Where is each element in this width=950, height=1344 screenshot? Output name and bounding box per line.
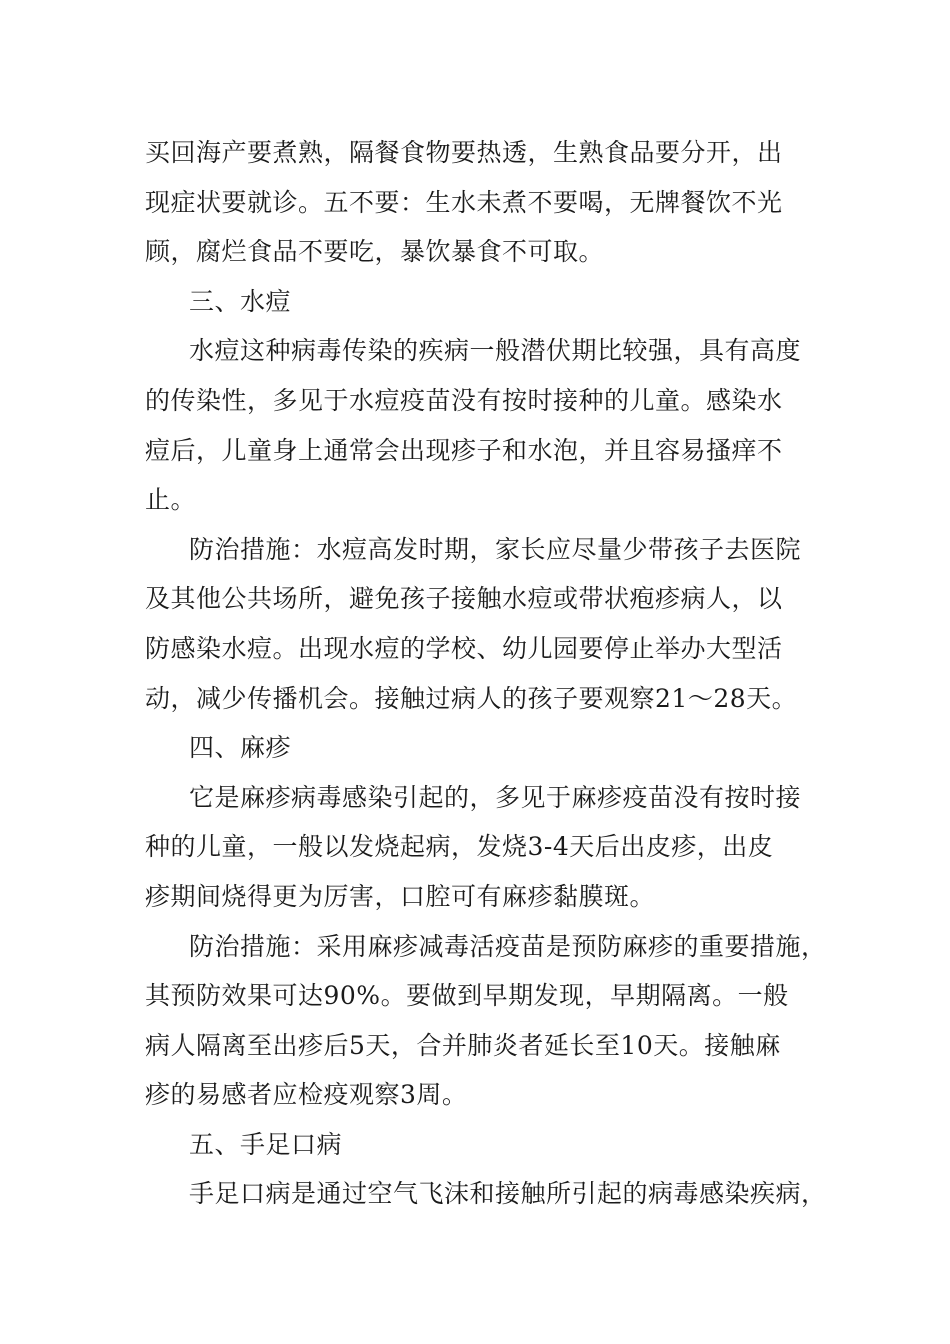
section-heading-varicella: 三、水痘: [189, 286, 292, 316]
body-text: [145, 128, 835, 1219]
section-heading-measles: 四、麻疹: [189, 733, 292, 763]
text-line: 水痘这种病毒传染的疾病一般潜伏期比较强，具有高度: [189, 336, 802, 366]
text-line: 防治措施：水痘高发时期，家长应尽量少带孩子去医院: [189, 534, 802, 564]
text-line: 及其他公共场所，避免孩子接触水痘或带状疱疹病人，以: [145, 584, 783, 614]
section-heading-hfmd: 五、手足口病: [189, 1129, 343, 1159]
text-line: 现症状要就诊。五不要：生水未煮不要喝，无牌餐饮不光: [145, 187, 783, 217]
text-line: 的传染性，多见于水痘疫苗没有按时接种的儿童。感染水: [145, 385, 783, 415]
text-line: 种的儿童，一般以发烧起病，发烧3-4天后出皮疹，出皮: [145, 832, 774, 862]
text-line: 手足口病是通过空气飞沫和接触所引起的病毒感染疾病，: [189, 1179, 827, 1209]
text-line: 痘后，儿童身上通常会出现疹子和水泡，并且容易搔痒不: [145, 435, 783, 465]
text-line: 其预防效果可达90%。要做到早期发现，早期隔离。一般: [145, 981, 789, 1011]
text-line: 买回海产要煮熟，隔餐食物要热透，生熟食品要分开，出: [145, 138, 783, 167]
text-line: 它是麻疹病毒感染引起的，多见于麻疹疫苗没有按时接: [189, 782, 802, 812]
text-line: 防治措施：采用麻疹减毒活疫苗是预防麻疹的重要措施，: [189, 931, 827, 961]
text-line: 疹的易感者应检疫观察3周。: [145, 1080, 468, 1110]
text-line: 动，减少传播机会。接触过病人的孩子要观察21～28天。: [145, 683, 798, 713]
text-line: 疹期间烧得更为厉害，口腔可有麻疹黏膜斑。: [145, 881, 656, 911]
text-line: 防感染水痘。出现水痘的学校、幼儿园要停止举办大型活: [145, 633, 783, 663]
text-line: 病人隔离至出疹后5天，合并肺炎者延长至10天。接触麻: [145, 1030, 781, 1060]
text-line: 止。: [145, 485, 197, 515]
text-line: 顾，腐烂食品不要吃，暴饮暴食不可取。: [145, 237, 605, 267]
